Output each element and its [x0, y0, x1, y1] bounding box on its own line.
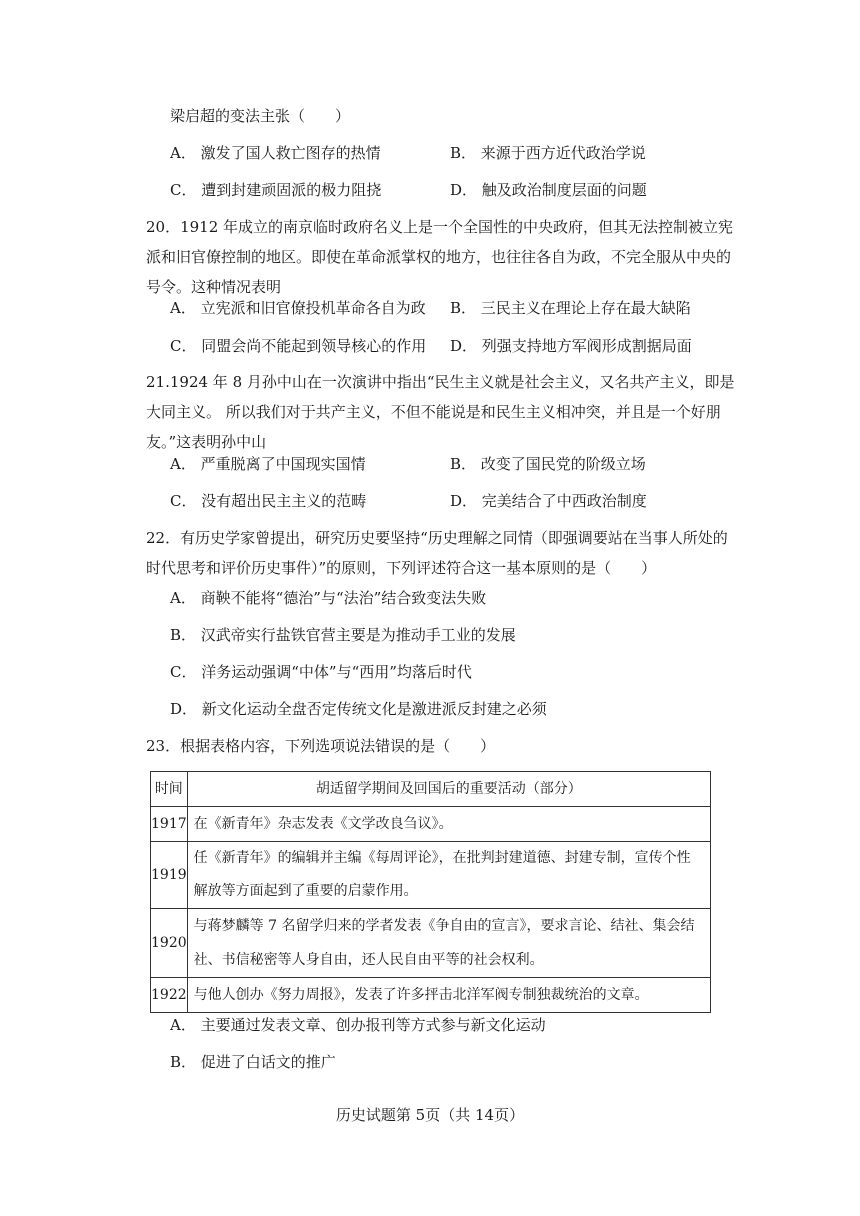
table-cell-year: 1919 — [151, 842, 188, 909]
q21-option-a: A． 严重脱离了中国现实国情 — [170, 455, 366, 473]
table-header-row — [151, 772, 711, 807]
q20-option-d: D． 列强支持地方军阀形成割据局面 — [450, 337, 692, 355]
q19-option-d: D． 触及政治制度层面的问题 — [450, 181, 647, 199]
table-cell-year: 1920 — [151, 909, 188, 978]
q19-option-a: A． 激发了国人救亡图存的热情 — [170, 144, 381, 162]
q23-option-a: A． 主要通过发表文章、创办报刊等方式参与新文化运动 — [170, 1016, 546, 1034]
table-row — [151, 909, 711, 978]
q20-option-c: C． 同盟会尚不能起到领导核心的作用 — [170, 337, 427, 355]
table-row — [151, 842, 711, 909]
q22-option-c: C． 洋务运动强调“中体”与“西用”均落后时代 — [170, 663, 472, 681]
q20-stem: 20．1912 年成立的南京临时政府名义上是一个全国性的中央政府，但其无法控制被立宪派和旧官僚控制的地区。即使在革命派掌权的地方，也往往各自为政，不完全服从中央的号令。这种情况表明 — [146, 218, 734, 296]
table-cell-year: 1917 — [151, 807, 188, 842]
q21-option-c: C． 没有超出民主主义的范畴 — [170, 492, 367, 510]
page-footer: 历史试题第 5页（共 14页） — [335, 1106, 525, 1124]
hu-shi-activities-table — [150, 771, 711, 1013]
q21-option-d: D． 完美结合了中西政治制度 — [450, 492, 647, 510]
q20-option-a: A． 立宪派和旧官僚投机革命各自为政 — [170, 299, 426, 317]
q23-stem: 23．根据表格内容，下列选项说法错误的是（ ） — [146, 737, 496, 755]
q19-option-c: C． 遭到封建顽固派的极力阻挠 — [170, 181, 382, 199]
table-header-activities: 胡适留学期间及回国后的重要活动（部分） — [187, 772, 710, 807]
q19-stem-tail: 梁启超的变法主张（ ） — [170, 107, 351, 125]
q22-stem: 22．有历史学家曾提出，研究历史要坚持“历史理解之同情（即强调要站在当事人所处的时代思考和评价历史事件）”的原则，下列评述符合这一基本原则的是（ ） — [146, 529, 728, 577]
q20-option-b: B． 三民主义在理论上存在最大缺陷 — [450, 299, 691, 317]
table-row — [151, 978, 711, 1013]
table-cell-activity: 在《新青年》杂志发表《文学改良刍议》。 — [187, 807, 710, 842]
q21-option-b: B． 改变了国民党的阶级立场 — [450, 455, 646, 473]
q23-option-b: B． 促进了白话文的推广 — [170, 1053, 336, 1071]
table-cell-activity: 任《新青年》的编辑并主编《每周评论》，在批判封建道德、封建专制，宣传个性解放等方面起到了重要的启蒙作用。 — [187, 842, 710, 909]
q21-stem: 21.1924 年 8 月孙中山在一次演讲中指出“民生主义就是社会主义，又名共产主义，即是大同主义。 所以我们对于共产主义，不但不能说是和民生主义相冲突，并且是一个好朋友。”这表明孙中山 — [146, 373, 735, 451]
q19-option-b: B． 来源于西方近代政治学说 — [450, 144, 646, 162]
q22-option-b: B． 汉武帝实行盐铁官营主要是为推动手工业的发展 — [170, 626, 516, 644]
table-cell-activity: 与他人创办《努力周报》，发表了许多抨击北洋军阀专制独裁统治的文章。 — [187, 978, 710, 1013]
table-cell-year: 1922 — [151, 978, 188, 1013]
q22-option-d: D． 新文化运动全盘否定传统文化是激进派反封建之必须 — [170, 700, 547, 718]
q22-option-a: A． 商鞅不能将“德治”与“法治”结合致变法失败 — [170, 589, 487, 607]
table-cell-activity: 与蒋梦麟等 7 名留学归来的学者发表《争自由的宣言》，要求言论、结社、集会结社、书信秘密等人身自由，还人民自由平等的社会权利。 — [187, 909, 710, 978]
table-row — [151, 807, 711, 842]
table-header-time: 时间 — [151, 772, 188, 807]
